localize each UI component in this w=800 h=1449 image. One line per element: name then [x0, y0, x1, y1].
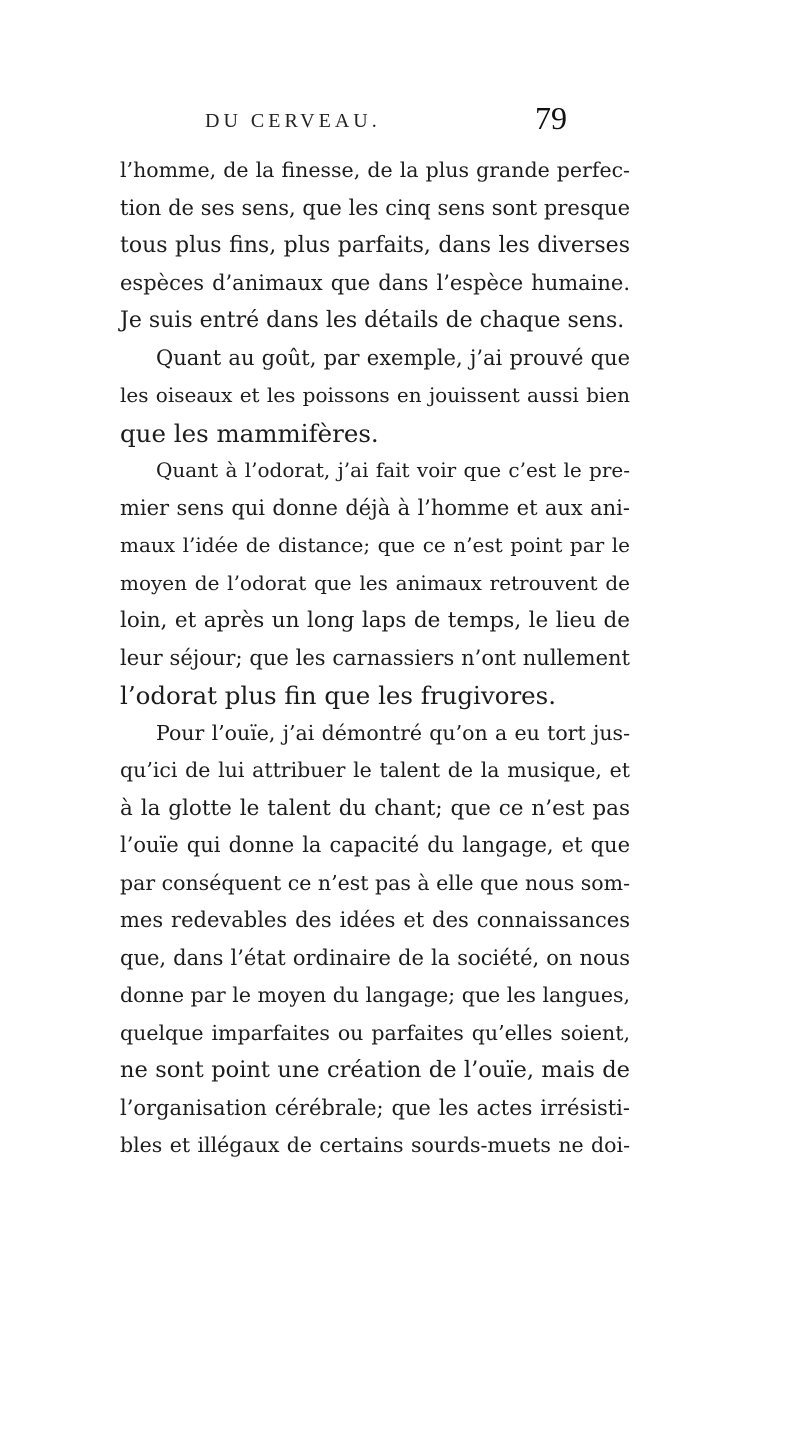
text-line: mier sens qui donne déjà à l’homme et aux ani-	[120, 495, 630, 520]
text-line: l’ouïe qui donne la capacité du langage, et que	[120, 833, 630, 857]
text-line: espèces d’animaux que dans l’espèce humaine.	[120, 270, 630, 295]
text-line: donne par le moyen du langage; que les langues,	[120, 983, 630, 1007]
text-line: quelque imparfaites ou parfaites qu’elles soient,	[120, 1020, 630, 1045]
text-line: Pour l’ouïe, j’ai démontré qu’on a eu tort jus-	[156, 720, 630, 745]
text-line: les oiseaux et les poissons en jouissent aussi bien	[120, 383, 630, 407]
text-line: Quant à l’odorat, j’ai fait voir que c’est le pre-	[156, 458, 630, 482]
body-text	[120, 152, 630, 1165]
running-head	[0, 100, 800, 140]
text-line: leur séjour; que les carnassiers n’ont nullement	[120, 645, 630, 670]
text-line: l’organisation cérébrale; que les actes irrésisti-	[120, 1095, 630, 1120]
running-title: DU CERVEAU.	[205, 110, 381, 132]
text-line: que les mammifères.	[120, 418, 379, 448]
text-line: par conséquent ce n’est pas à elle que nous som-	[120, 870, 631, 895]
text-line: qu’ici de lui attribuer le talent de la musique, et	[120, 758, 630, 782]
text-line: que, dans l’état ordinaire de la société, on nous	[120, 945, 630, 970]
text-line: Quant au goût, par exemple, j’ai prouvé que	[156, 345, 630, 370]
text-line: ne sont point une création de l’ouïe, mais de	[120, 1057, 630, 1083]
text-line: tion de ses sens, que les cinq sens sont presque	[120, 195, 630, 220]
text-line: moyen de l’odorat que les animaux retrouvent de	[120, 570, 630, 595]
text-line: maux l’idée de distance; que ce n’est point par le	[120, 533, 630, 557]
text-line: l’homme, de la finesse, de la plus grande perfec-	[120, 158, 630, 182]
text-line: Je suis entré dans les détails de chaque sens.	[120, 308, 625, 333]
text-line: bles et illégaux de certains sourds-muets ne doi-	[120, 1133, 630, 1157]
text-line: l’odorat plus fin que les frugivores.	[120, 681, 557, 710]
text-line: loin, et après un long laps de temps, le lieu de	[120, 608, 630, 633]
text-line: à la glotte le talent du chant; que ce n’est pas	[120, 795, 630, 821]
text-line: tous plus fins, plus parfaits, dans les diverses	[120, 233, 630, 258]
text-line: mes redevables des idées et des connaissances	[120, 908, 630, 932]
page-number: 79	[535, 100, 567, 136]
